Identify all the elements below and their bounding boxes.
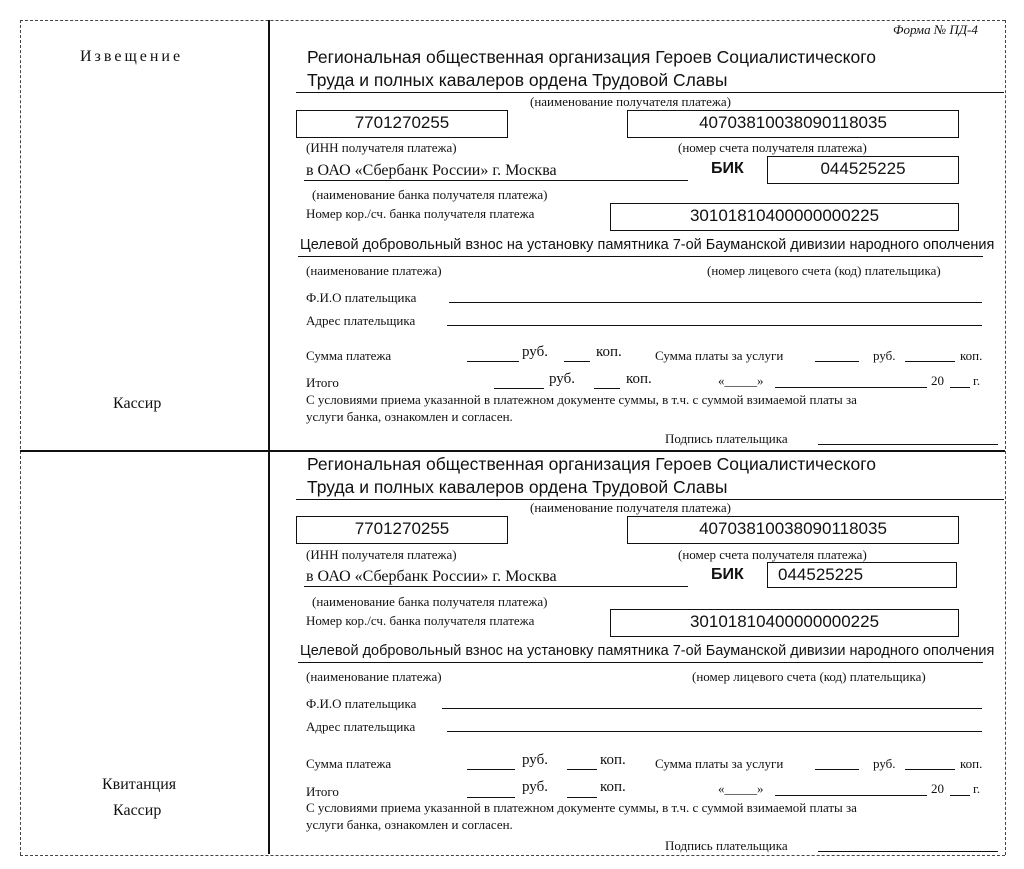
recipient-underline bbox=[296, 92, 1004, 93]
notice-title: Извещение bbox=[80, 48, 184, 65]
total-rub-label: руб. bbox=[549, 371, 575, 387]
payment-purpose-caption: (наименование платежа) bbox=[306, 263, 442, 278]
conditions-line2: услуги банка, ознакомлен и согласен. bbox=[306, 409, 513, 424]
form-number: Форма № ПД-4 bbox=[893, 22, 978, 37]
receipt-fee-label: Сумма платы за услуги bbox=[655, 756, 784, 771]
receipt-bank-caption: (наименование банка получателя платежа) bbox=[312, 594, 548, 609]
column-divider bbox=[268, 20, 270, 854]
receipt-inn-box: 7701270255 bbox=[296, 516, 508, 544]
frame-bottom-border bbox=[20, 855, 1005, 856]
signature-line[interactable] bbox=[818, 444, 998, 445]
payer-address-label: Адрес плательщика bbox=[306, 313, 416, 328]
receipt-title: Квитанция bbox=[102, 776, 177, 793]
frame-right-border bbox=[1005, 20, 1006, 855]
date-month-blank[interactable] bbox=[775, 387, 927, 388]
receipt-personal-account-caption: (номер лицевого счета (код) плательщика) bbox=[692, 669, 926, 684]
receipt-correspondent-account-box: 30101810400000000225 bbox=[610, 609, 959, 637]
payer-address-line[interactable] bbox=[447, 325, 982, 326]
recipient-name-line1: Региональная общественная организация Героев Социалистического bbox=[307, 47, 876, 67]
signature-label: Подпись плательщика bbox=[665, 431, 788, 446]
receipt-date-year-suffix: г. bbox=[973, 781, 981, 796]
receipt-payment-purpose: Целевой добровольный взнос на установку памятника 7-ой Бауманской дивизии народного ополчения bbox=[300, 643, 995, 659]
correspondent-account-label: Номер кор./сч. банка получателя платежа bbox=[306, 206, 535, 221]
receipt-total-kop-blank[interactable] bbox=[567, 797, 597, 798]
receipt-account-box: 40703810038090118035 bbox=[627, 516, 959, 544]
fee-kop-blank[interactable] bbox=[905, 361, 955, 362]
receipt-fee-kop-label: коп. bbox=[960, 756, 983, 771]
cashier-label: Кассир bbox=[113, 395, 162, 412]
receipt-conditions-line1: С условиями приема указанной в платежном документе суммы, в т.ч. с суммой взимаемой платы за bbox=[306, 800, 857, 815]
total-kop-blank[interactable] bbox=[594, 388, 620, 389]
receipt-payment-purpose-caption: (наименование платежа) bbox=[306, 669, 442, 684]
bik-label: БИК bbox=[711, 160, 744, 177]
receipt-sum-rub-blank[interactable] bbox=[467, 769, 515, 770]
bik-box: 044525225 bbox=[767, 156, 959, 184]
receipt-date-year-blank[interactable] bbox=[950, 795, 970, 796]
receipt-recipient-name-line2: Труда и полных кавалеров ордена Трудовой Славы bbox=[307, 477, 728, 497]
fee-kop-label: коп. bbox=[960, 348, 983, 363]
frame-left-border bbox=[20, 20, 21, 855]
receipt-bank-name: в ОАО «Сбербанк России» г. Москва bbox=[306, 568, 557, 585]
sum-rub-label: руб. bbox=[522, 344, 548, 360]
receipt-bik-box: 044525225 bbox=[767, 562, 957, 588]
date-year-blank[interactable] bbox=[950, 387, 970, 388]
receipt-signature-label: Подпись плательщика bbox=[665, 838, 788, 853]
sum-kop-blank[interactable] bbox=[564, 361, 590, 362]
total-kop-label: коп. bbox=[626, 371, 652, 387]
total-rub-blank[interactable] bbox=[494, 388, 544, 389]
receipt-payer-address-label: Адрес плательщика bbox=[306, 719, 416, 734]
receipt-conditions-line2: услуги банка, ознакомлен и согласен. bbox=[306, 817, 513, 832]
payer-name-line[interactable] bbox=[449, 302, 982, 303]
fee-rub-label: руб. bbox=[873, 348, 896, 363]
receipt-sum-kop-blank[interactable] bbox=[567, 769, 597, 770]
recipient-caption: (наименование получателя платежа) bbox=[530, 94, 731, 109]
date-day[interactable]: «_____» bbox=[718, 373, 764, 388]
receipt-sum-rub-label: руб. bbox=[522, 752, 548, 768]
receipt-recipient-caption: (наименование получателя платежа) bbox=[530, 500, 731, 515]
receipt-sum-kop-label: коп. bbox=[600, 752, 626, 768]
receipt-bik-label: БИК bbox=[711, 566, 744, 583]
receipt-payer-name-label: Ф.И.О плательщика bbox=[306, 696, 417, 711]
receipt-fee-kop-blank[interactable] bbox=[905, 769, 955, 770]
account-caption: (номер счета получателя платежа) bbox=[678, 140, 867, 155]
bank-name-underline bbox=[304, 180, 688, 181]
receipt-total-kop-label: коп. bbox=[600, 779, 626, 795]
receipt-total-rub-blank[interactable] bbox=[467, 797, 515, 798]
bank-caption: (наименование банка получателя платежа) bbox=[312, 187, 548, 202]
sum-rub-blank[interactable] bbox=[467, 361, 519, 362]
receipt-bank-name-underline bbox=[304, 586, 688, 587]
receipt-date-year-prefix: 20 bbox=[931, 781, 944, 796]
fee-label: Сумма платы за услуги bbox=[655, 348, 784, 363]
receipt-total-rub-label: руб. bbox=[522, 779, 548, 795]
payer-name-label: Ф.И.О плательщика bbox=[306, 290, 417, 305]
correspondent-account-box: 30101810400000000225 bbox=[610, 203, 959, 231]
sum-label: Сумма платежа bbox=[306, 348, 392, 363]
receipt-payer-address-line[interactable] bbox=[447, 731, 982, 732]
frame-top-border bbox=[20, 20, 1005, 21]
payment-purpose-underline bbox=[298, 256, 983, 257]
payment-purpose: Целевой добровольный взнос на установку памятника 7-ой Бауманской дивизии народного ополчения bbox=[300, 237, 995, 253]
receipt-account-caption: (номер счета получателя платежа) bbox=[678, 547, 867, 562]
inn-box: 7701270255 bbox=[296, 110, 508, 138]
receipt-payment-purpose-underline bbox=[298, 662, 983, 663]
receipt-correspondent-account-label: Номер кор./сч. банка получателя платежа bbox=[306, 613, 535, 628]
personal-account-caption: (номер лицевого счета (код) плательщика) bbox=[707, 263, 941, 278]
receipt-date-day[interactable]: «_____» bbox=[718, 781, 764, 796]
total-label: Итого bbox=[306, 375, 339, 390]
receipt-payer-name-line[interactable] bbox=[442, 708, 982, 709]
receipt-inn-caption: (ИНН получателя платежа) bbox=[306, 547, 457, 562]
inn-caption: (ИНН получателя платежа) bbox=[306, 140, 457, 155]
receipt-signature-line[interactable] bbox=[818, 851, 998, 852]
section-divider bbox=[20, 450, 1005, 452]
date-year-suffix: г. bbox=[973, 373, 981, 388]
receipt-fee-rub-label: руб. bbox=[873, 756, 896, 771]
bank-name: в ОАО «Сбербанк России» г. Москва bbox=[306, 162, 557, 179]
receipt-date-month-blank[interactable] bbox=[775, 795, 927, 796]
receipt-total-label: Итого bbox=[306, 784, 339, 799]
receipt-recipient-name-line1: Региональная общественная организация Героев Социалистического bbox=[307, 454, 876, 474]
receipt-sum-label: Сумма платежа bbox=[306, 756, 392, 771]
recipient-name-line2: Труда и полных кавалеров ордена Трудовой Славы bbox=[307, 70, 728, 90]
date-year-prefix: 20 bbox=[931, 373, 944, 388]
sum-kop-label: коп. bbox=[596, 344, 622, 360]
receipt-fee-rub-blank[interactable] bbox=[815, 769, 859, 770]
conditions-line1: С условиями приема указанной в платежном документе суммы, в т.ч. с суммой взимаемой платы за bbox=[306, 392, 857, 407]
account-box: 40703810038090118035 bbox=[627, 110, 959, 138]
fee-rub-blank[interactable] bbox=[815, 361, 859, 362]
receipt-cashier-label: Кассир bbox=[113, 802, 162, 819]
